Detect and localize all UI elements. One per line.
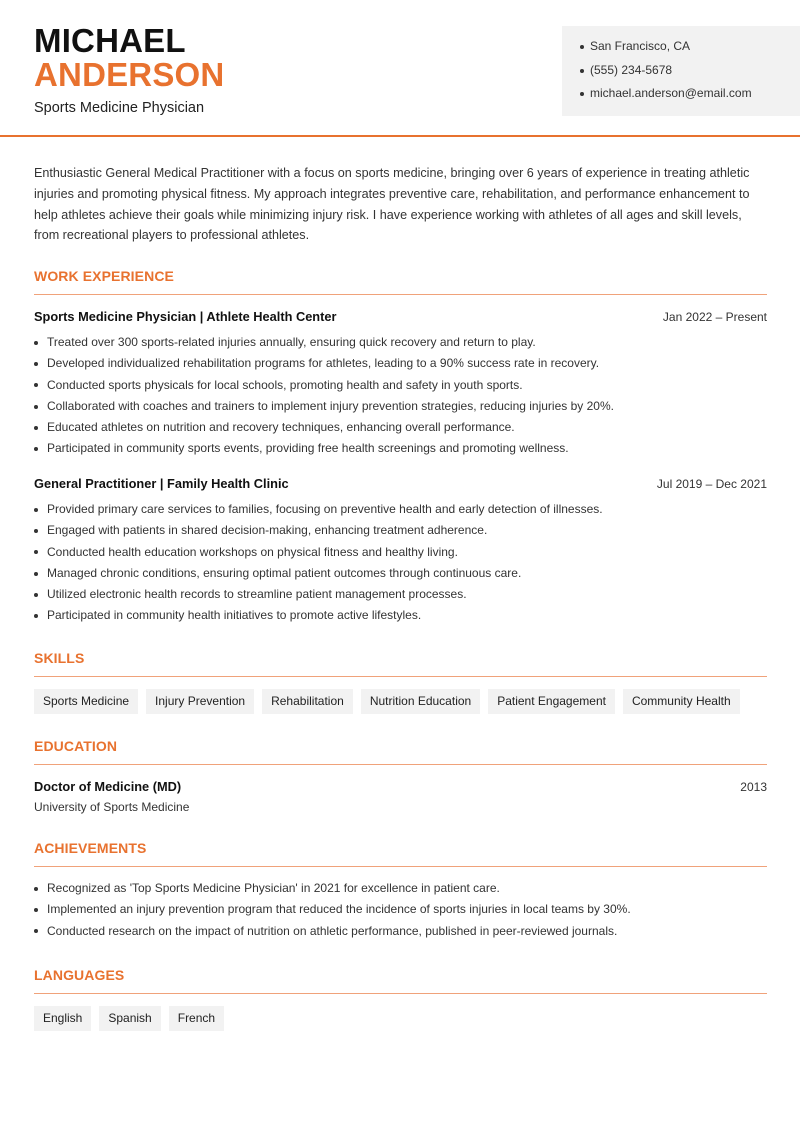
job-bullets [34,332,767,460]
job-role: Sports Medicine Physician | Athlete Health Center [34,309,337,324]
list-item-text: Engaged with patients in shared decision-making, enhancing treatment adherence. [47,523,488,538]
bullet-icon [34,929,38,933]
bullet-icon [34,362,38,366]
bullet-icon [34,614,38,618]
skill-tag: Rehabilitation [262,689,353,714]
list-item [34,921,767,942]
section-title-education: EDUCATION [34,738,118,754]
skill-tag: Nutrition Education [361,689,480,714]
skill-tag: Community Health [623,689,740,714]
skill-tag: Injury Prevention [146,689,254,714]
resume-header [0,0,800,138]
list-item [34,563,767,584]
language-tags [34,1006,224,1031]
job-date: Jul 2019 – Dec 2021 [656,477,767,491]
bullet-icon [34,550,38,554]
bullet-icon [580,92,584,96]
bullet-icon [34,908,38,912]
achievement-bullets [34,878,767,942]
list-item-text: Managed chronic conditions, ensuring optimal patient outcomes through continuous care. [47,565,522,580]
list-item [34,584,767,605]
list-item [34,520,767,541]
list-item [34,605,767,626]
language-tag: Spanish [99,1006,160,1031]
degree: Doctor of Medicine (MD) [34,779,182,794]
first-name: MICHAEL [34,22,186,59]
bullet-icon [34,405,38,409]
contact-box [562,26,800,116]
job-role: General Practitioner | Family Health Clinic [34,476,289,491]
list-item-text: Utilized electronic health records to streamline patient management processes. [47,587,467,602]
job-title: Sports Medicine Physician [34,100,205,116]
language-tag: French [169,1006,224,1031]
contact-email [580,85,800,109]
list-item-text: Treated over 300 sports-related injuries annually, ensuring quick recovery and return to play. [47,335,536,349]
list-item-text: Participated in community sports events, providing free health screenings and promoting wellness. [47,441,569,456]
list-item [34,899,767,920]
section-divider [34,866,767,867]
language-tag: English [34,1006,91,1031]
contact-email-text: michael.anderson@email.com [590,86,752,100]
list-item-text: Developed individualized rehabilitation programs for athletes, leading to a 90% success rate in recovery. [47,356,600,371]
list-item-text: Conducted health education workshops on physical fitness and healthy living. [47,544,458,559]
skills-tags [34,689,740,714]
bullet-icon [34,341,38,345]
list-item-text: Conducted sports physicals for local schools, promoting health and safety in youth sports. [47,377,523,392]
list-item [34,499,767,520]
bullet-icon [580,45,584,49]
list-item [34,375,767,396]
bullet-icon [34,447,38,451]
section-title-skills: SKILLS [34,650,85,666]
section-title-work: WORK EXPERIENCE [34,268,174,284]
school-name: University of Sports Medicine [34,800,190,814]
bullet-icon [34,508,38,512]
contact-location-text: San Francisco, CA [590,39,691,53]
list-item-text: Recognized as 'Top Sports Medicine Physician' in 2021 for excellence in patient care. [47,881,500,895]
list-item [34,353,767,374]
section-title-achievements: ACHIEVEMENTS [34,840,147,856]
section-divider [34,294,767,295]
list-item [34,878,767,899]
list-item [34,332,767,353]
bullet-icon [34,383,38,387]
list-item [34,396,767,417]
section-divider [34,764,767,765]
section-title-languages: LANGUAGES [34,967,125,983]
education-header [34,779,767,794]
bullet-icon [34,572,38,576]
bullet-icon [580,69,584,73]
list-item-text: Provided primary care services to families, focusing on preventive health and early detection of illnesses. [47,502,603,516]
job-header [34,309,767,324]
list-item-text: Collaborated with coaches and trainers to implement injury prevention strategies, reducing injuries by 20%. [47,398,614,413]
header-divider [0,135,800,137]
job-bullets [34,499,767,627]
job-date: Jan 2022 – Present [662,310,767,324]
list-item [34,417,767,438]
contact-phone-text: (555) 234-5678 [590,62,673,77]
list-item [34,438,767,459]
bullet-icon [34,593,38,597]
bullet-icon [34,426,38,430]
skill-tag: Patient Engagement [488,689,615,714]
last-name: ANDERSON [34,56,225,93]
bullet-icon [34,529,38,533]
list-item-text: Participated in community health initiatives to promote active lifestyles. [47,608,422,623]
section-divider [34,993,767,994]
graduation-year: 2013 [740,780,767,794]
summary: Enthusiastic General Medical Practitioner with a focus on sports medicine, bringing over 6 years of experience in treating athletic injuries and promoting physical fitness. My approach integrates preventive care, rehabilitation, and performance enhancement to help athletes achieve their goals while minimizing injury risk. I have experience working with athletes of all ages and skill levels, from recreational players to professional athletes. [34,166,750,243]
list-item [34,542,767,563]
section-divider [34,676,767,677]
list-item-text: Educated athletes on nutrition and recovery techniques, enhancing overall performance. [47,420,515,435]
list-item-text: Implemented an injury prevention program that reduced the incidence of sports injuries in local teams by 30%. [47,902,631,917]
bullet-icon [34,887,38,891]
list-item-text: Conducted research on the impact of nutrition on athletic performance, published in peer-reviewed journals. [47,923,618,938]
contact-location [580,38,800,62]
contact-phone [580,62,800,86]
skill-tag: Sports Medicine [34,689,138,714]
job-header [34,476,767,491]
